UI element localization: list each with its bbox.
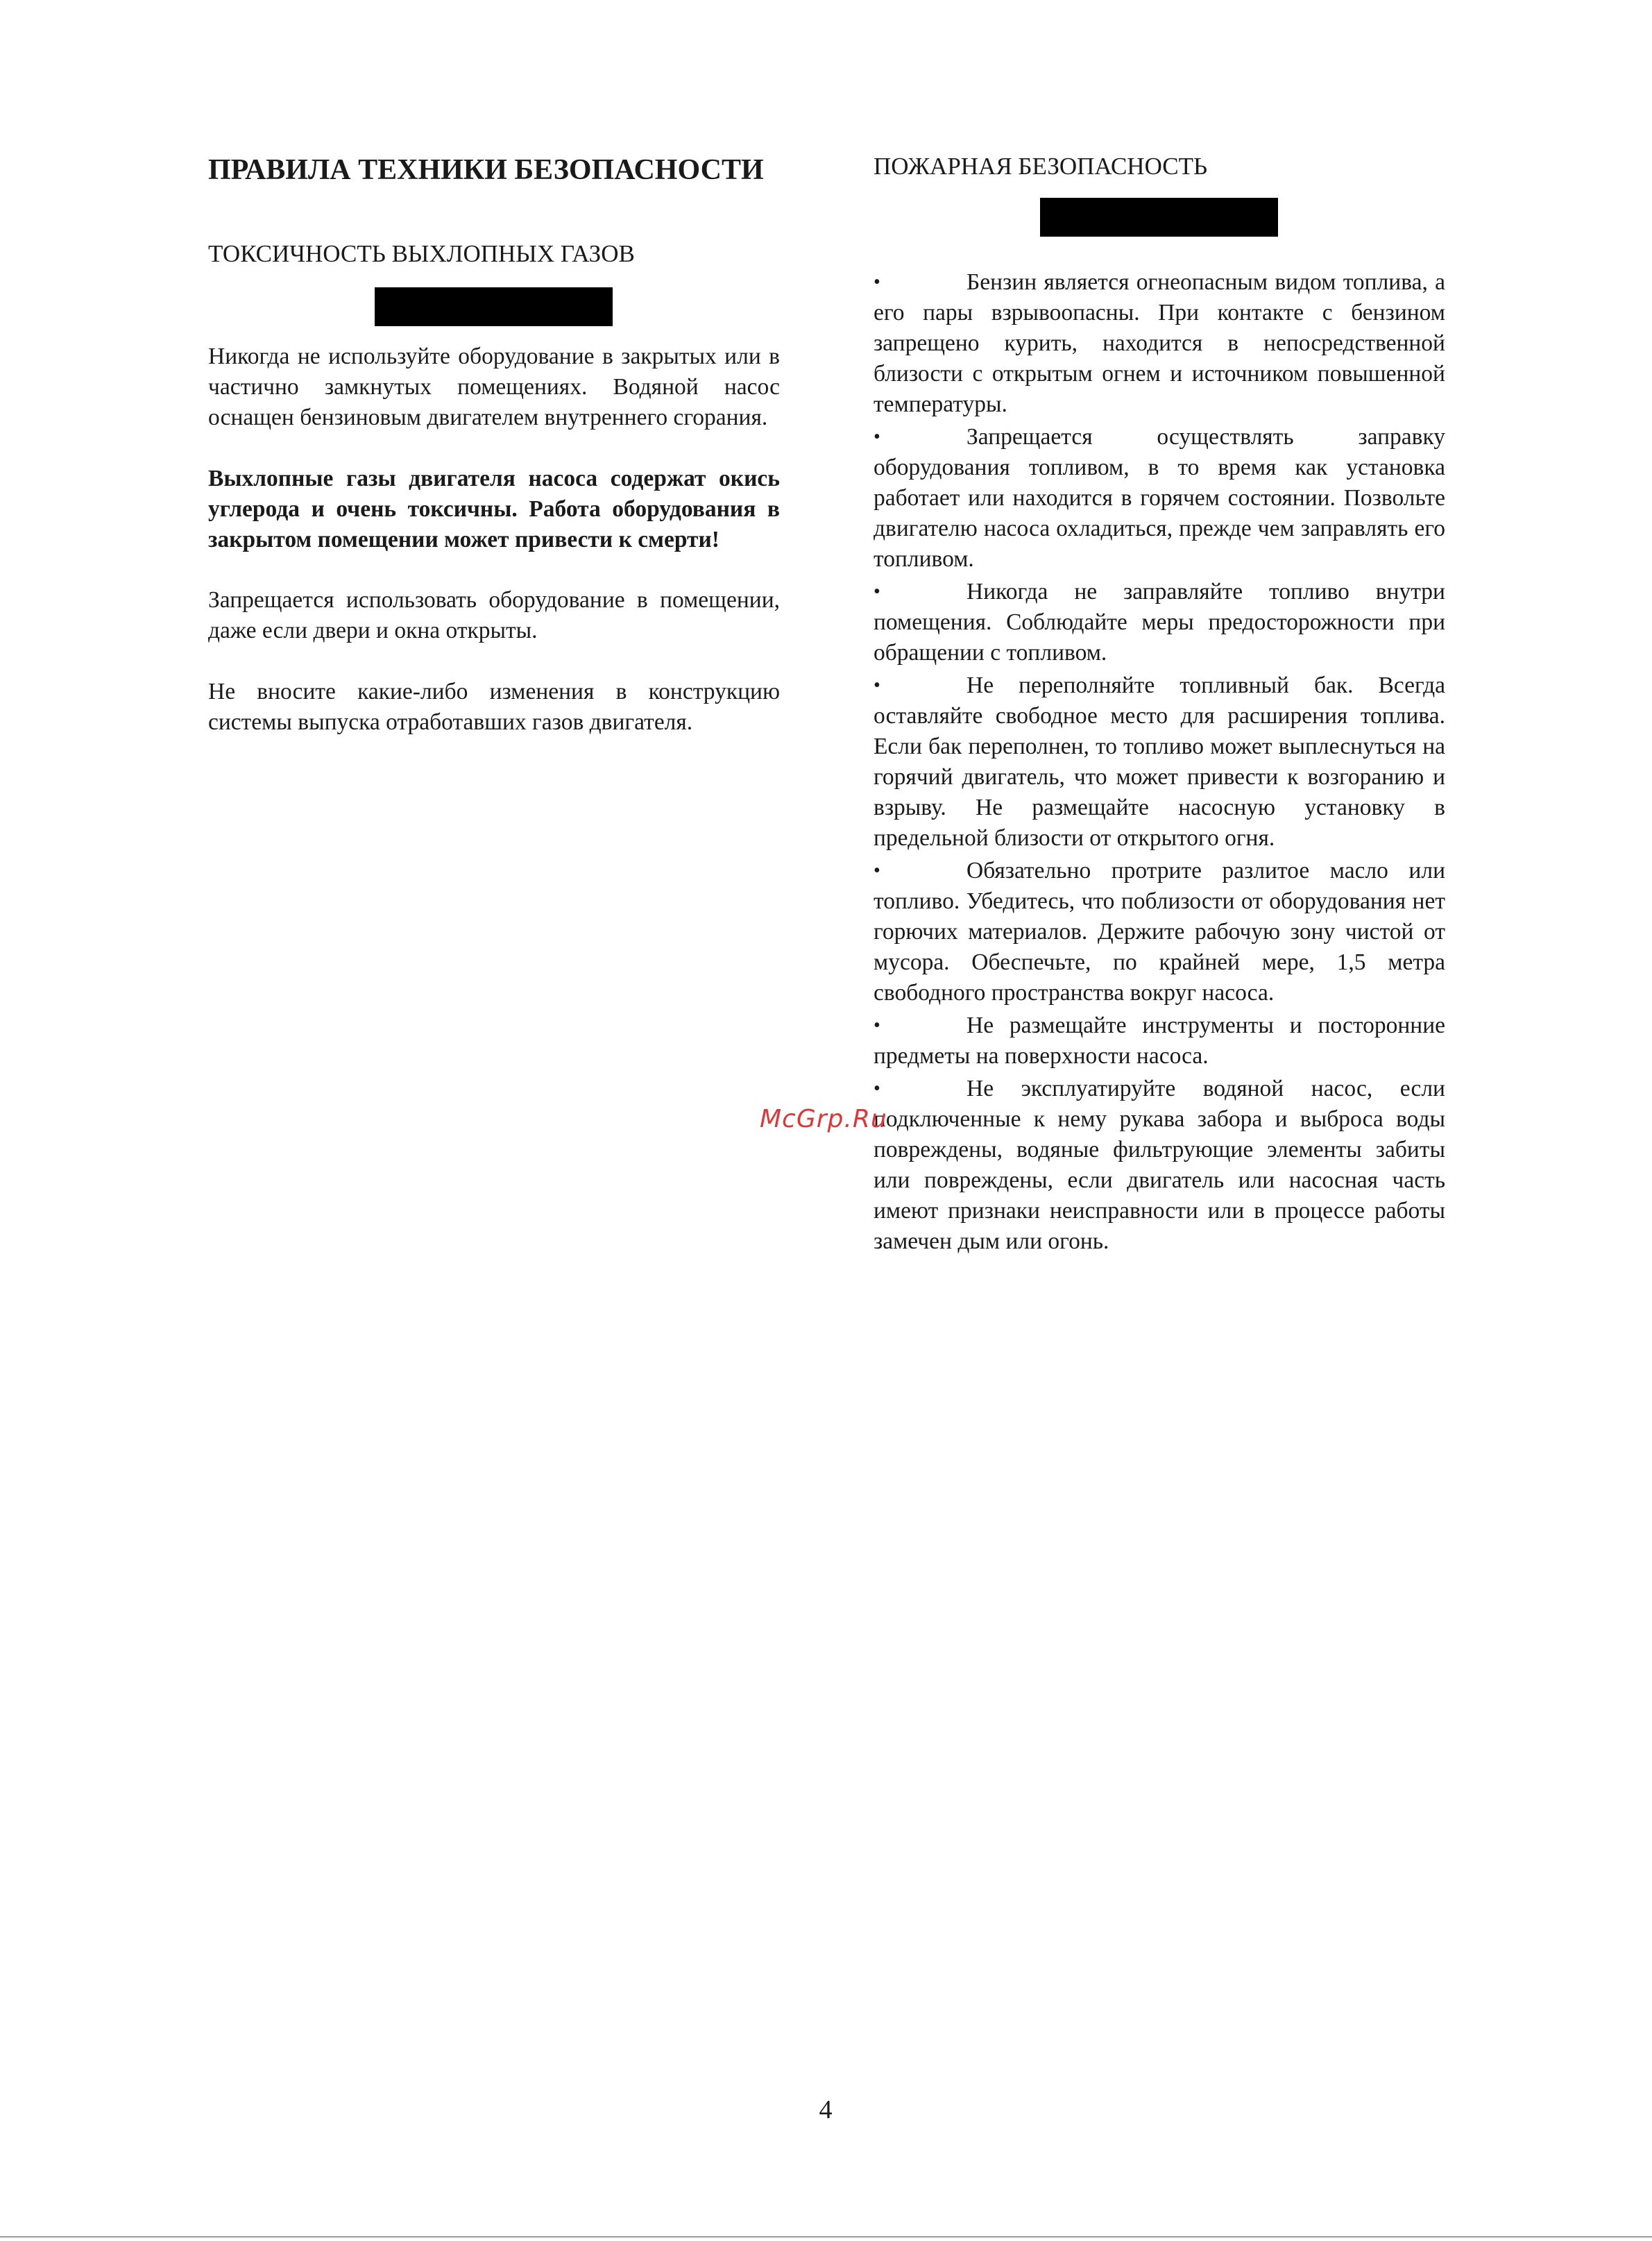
paragraph-indoor-prohibited: Запрещается использовать оборудование в помещении, даже если двери и окна открыты. bbox=[208, 587, 780, 643]
list-item bbox=[874, 1010, 1445, 1072]
section-heading-exhaust-toxicity: ТОКСИЧНОСТЬ ВЫХЛОПНЫХ ГАЗОВ bbox=[208, 240, 635, 267]
list-item bbox=[874, 670, 1445, 854]
bullet-marker: • bbox=[874, 675, 880, 696]
bullet-marker: • bbox=[874, 581, 880, 602]
list-item bbox=[874, 267, 1445, 420]
list-item-text: Обязательно протрите разлитое масло или топливо. Убедитесь, что поблизости от оборудования нет горючих материалов. Держите рабочую зону чистой от мусора. Обеспечьте, по крайней мере, 1,5 метра свободного пространства вокруг насоса. bbox=[874, 858, 1445, 1006]
page-bottom-divider bbox=[0, 2236, 1652, 2238]
list-item-text: Не размещайте инструменты и посторонние предметы на поверхности насоса. bbox=[874, 1013, 1445, 1069]
list-item-text: Не эксплуатируйте водяной насос, если подключенные к нему рукава забора и выброса воды повреждены, водяные фильтрующие элементы забиты или повреждены, если двигатель или насосная часть имеют признаки неисправности или в процессе работы замечен дым или огонь. bbox=[874, 1076, 1445, 1254]
page-title: ПРАВИЛА ТЕХНИКИ БЕЗОПАСНОСТИ bbox=[208, 154, 764, 186]
list-item bbox=[874, 422, 1445, 575]
paragraph-no-modifications: Не вносите какие-либо изменения в конструкцию системы выпуска отработавших газов двигателя. bbox=[208, 679, 780, 735]
list-item bbox=[874, 1074, 1445, 1257]
list-item-text: Запрещается осуществлять заправку оборудования топливом, в то время как установка работает или находится в горячем состоянии. Позвольте двигателю насоса охладиться, прежде чем заправлять его топливом. bbox=[874, 424, 1445, 572]
bullet-marker: • bbox=[874, 1078, 880, 1099]
list-item-text: Никогда не заправляйте топливо внутри помещения. Соблюдайте меры предосторожности при обращении с топливом. bbox=[874, 579, 1445, 666]
list-item-text: Бензин является огнеопасным видом топлива, а его пары взрывоопасны. При контакте с бензином запрещено курить, находится в непосредственной близости с открытым огнем и источником повышенной температуры. bbox=[874, 269, 1445, 417]
bullet-marker: • bbox=[874, 271, 880, 293]
list-item-text: Не переполняйте топливный бак. Всегда оставляйте свободное место для расширения топлива. Если бак переполнен, то топливо может выплеснуться на горячий двигатель, что может привести к возгоранию и взрыву. Не размещайте насосную установку в предельной близости от открытого огня. bbox=[874, 673, 1445, 851]
bullet-marker: • bbox=[874, 860, 880, 881]
section-heading-fire-safety: ПОЖАРНАЯ БЕЗОПАСНОСТЬ bbox=[874, 153, 1208, 180]
warning-carbon-monoxide: Выхлопные газы двигателя насоса содержат окись углерода и очень токсичны. Работа оборудования в закрытом помещении может привести к смерти! bbox=[208, 466, 780, 552]
list-item bbox=[874, 856, 1445, 1008]
redaction-block bbox=[1040, 198, 1278, 237]
redaction-block bbox=[375, 287, 613, 326]
watermark: McGrp.Ru bbox=[760, 1105, 887, 1133]
list-item bbox=[874, 577, 1445, 668]
fire-safety-list bbox=[874, 267, 1445, 1259]
bullet-marker: • bbox=[874, 1015, 880, 1036]
page-number: 4 bbox=[819, 2095, 833, 2124]
paragraph-enclosed-spaces: Никогда не используйте оборудование в закрытых или в частично замкнутых помещениях. Водяной насос оснащен бензиновым двигателем внутреннего сгорания. bbox=[208, 344, 780, 430]
bullet-marker: • bbox=[874, 426, 880, 448]
